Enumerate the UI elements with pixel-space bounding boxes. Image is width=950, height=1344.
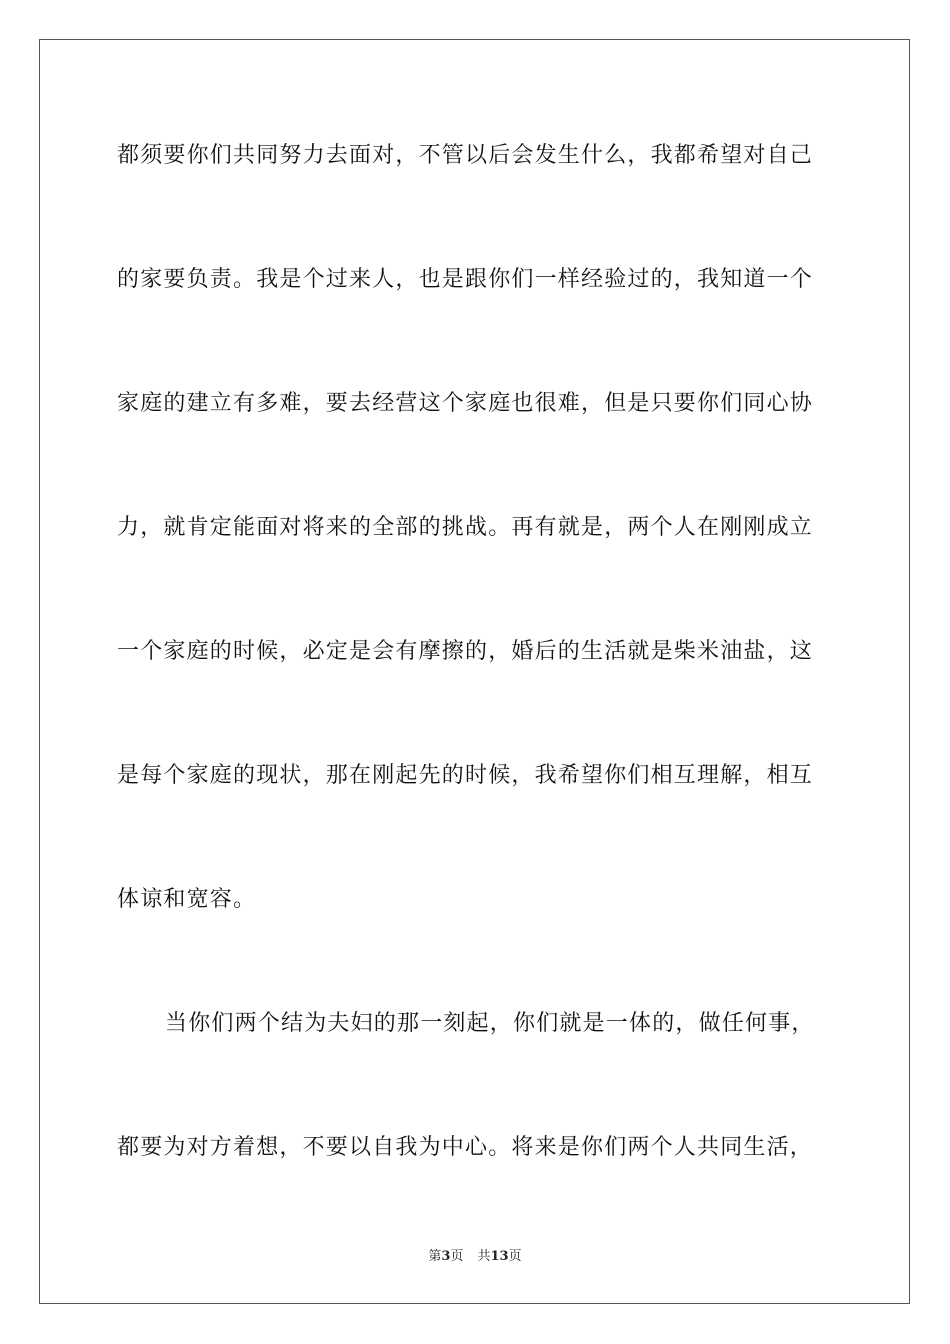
page-prefix: 第 [428, 1249, 442, 1264]
page-suffix: 页 [450, 1249, 464, 1264]
text-line-9: 都要为对方着想，不要以自我为中心。将来是你们两个人共同生活， [117, 1135, 814, 1160]
total-prefix: 共 [477, 1249, 491, 1264]
total-suffix: 页 [508, 1249, 522, 1264]
text-line-3: 家庭的建立有多难，要去经营这个家庭也很难，但是只要你们同心协 [117, 391, 814, 416]
page-number: 3 [441, 1249, 451, 1264]
text-line-1: 都须要你们共同努力去面对，不管以后会发生什么，我都希望对自己 [117, 143, 814, 168]
text-line-6: 是每个家庭的现状，那在刚起先的时候，我希望你们相互理解，相互 [117, 763, 814, 788]
text-line-7: 体谅和宽容。 [117, 887, 257, 912]
page-footer [0, 1248, 950, 1266]
total-pages: 13 [490, 1249, 509, 1264]
paragraph-start-line: 当你们两个结为夫妇的那一刻起，你们就是一体的，做任何事， [165, 1011, 815, 1036]
text-line-4: 力，就肯定能面对将来的全部的挑战。再有就是，两个人在刚刚成立 [117, 515, 814, 540]
page-border [39, 39, 910, 1304]
text-line-2: 的家要负责。我是个过来人，也是跟你们一样经验过的，我知道一个 [117, 267, 814, 292]
text-line-5: 一个家庭的时候，必定是会有摩擦的，婚后的生活就是柴米油盐，这 [117, 639, 814, 664]
